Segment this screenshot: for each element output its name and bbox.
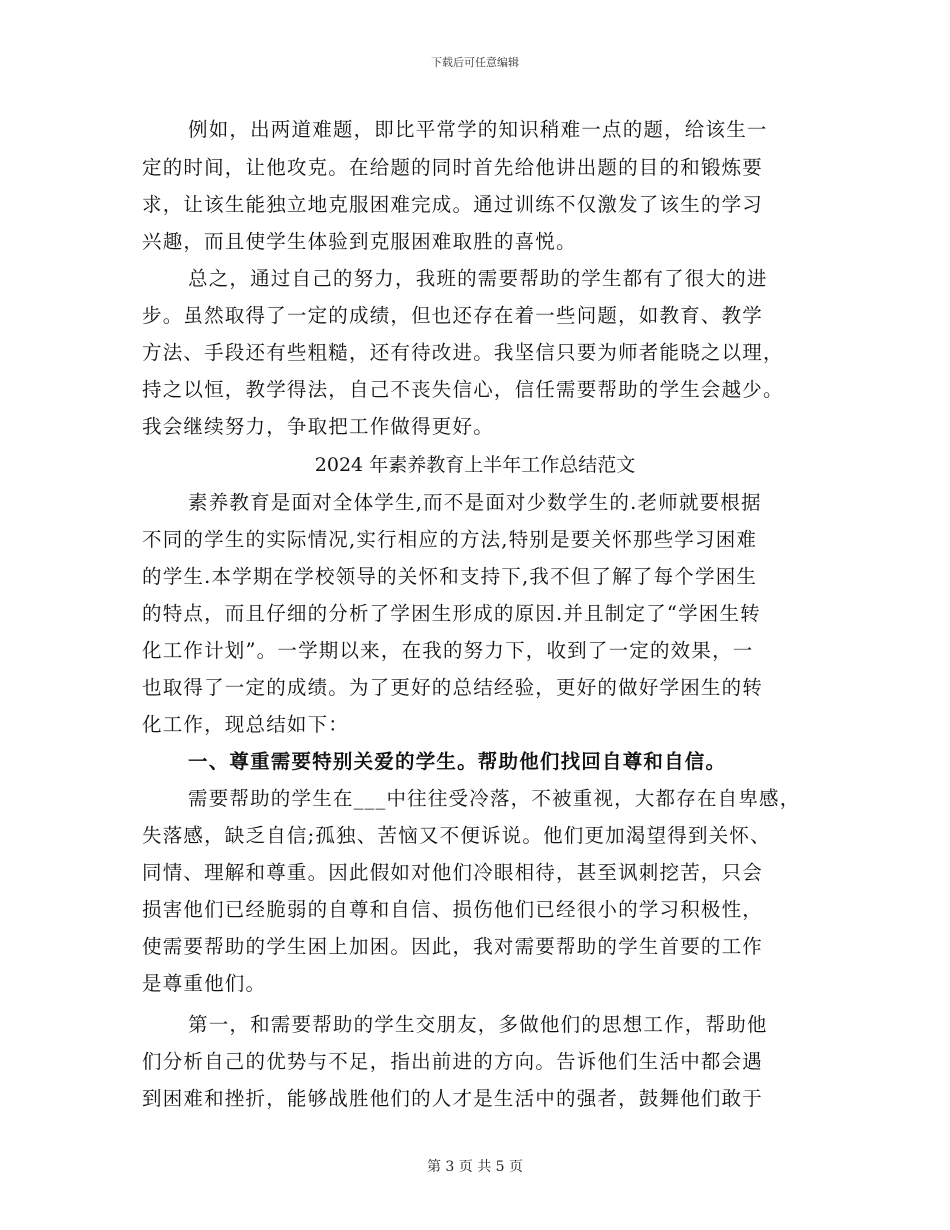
paragraph-line: 的学生.本学期在学校领导的关怀和支持下,我不但了解了每个学困生 (142, 565, 758, 588)
paragraph-line: 例如，出两道难题，即比平常学的知识稍难一点的题，给该生一 (188, 118, 768, 141)
paragraph-line: 兴趣，而且使学生体验到克服困难取胜的喜悦。 (142, 230, 577, 253)
section-title: 2024 年素养教育上半年工作总结范文 (314, 454, 636, 476)
paragraph-line: 方法、手段还有些粗糙，还有待改进。我坚信只要为师者能晓之以理， (142, 341, 784, 364)
paragraph-line: 也取得了一定的成绩。为了更好的总结经验，更好的做好学困生的转 (142, 676, 764, 699)
paragraph-line: 到困难和挫折，能够战胜他们的人才是生活中的强者，鼓舞他们敢于 (142, 1087, 764, 1110)
paragraph-line: 持之以恒，教学得法，自己不丧失信心，信任需要帮助的学生会越少。 (142, 378, 784, 401)
paragraph-line: 失落感，缺乏自信;孤独、苦恼又不便诉说。他们更加渴望得到关怀、 (142, 824, 771, 847)
paragraph-line: 化工作，现总结如下： (142, 713, 350, 736)
paragraph-line: 不同的学生的实际情况,实行相应的方法,特别是要关怀那些学习困难 (142, 528, 758, 551)
paragraph-line: 求，让该生能独立地克服困难完成。通过训练不仅激发了该生的学习 (142, 193, 764, 216)
paragraph-line: 需要帮助的学生在___中往往受冷落，不被重视，大都存在自卑感， (188, 787, 801, 810)
page-footer: 第 3 页 共 5 页 (426, 1159, 524, 1175)
paragraph-line: 定的时间，让他攻克。在给题的同时首先给他讲出题的目的和锻炼要 (142, 156, 764, 179)
paragraph-line: 使需要帮助的学生困上加困。因此，我对需要帮助的学生首要的工作 (142, 935, 764, 958)
paragraph-line: 们分析自己的优势与不足，指出前进的方向。告诉他们生活中都会遇 (142, 1050, 764, 1073)
paragraph-line: 损害他们已经脆弱的自尊和自信、损伤他们已经很小的学习积极性， (142, 898, 764, 921)
paragraph-line: 总之，通过自己的努力，我班的需要帮助的学生都有了很大的进 (188, 267, 768, 290)
page-header: 下载后可任意编辑 (431, 56, 519, 69)
paragraph-line: 同情、理解和尊重。因此假如对他们冷眼相待，甚至讽刺挖苦，只会 (142, 861, 764, 884)
paragraph-line: 的特点，而且仔细的分析了学困生形成的原因.并且制定了“学困生转 (142, 602, 761, 625)
paragraph-line: 素养教育是面对全体学生,而不是面对少数学生的.老师就要根据 (188, 491, 762, 514)
paragraph-line: 化工作计划”。一学期以来，在我的努力下，收到了一定的效果，一 (142, 639, 754, 662)
paragraph-line: 步。虽然取得了一定的成绩，但也还存在着一些问题，如教育、教学 (142, 304, 764, 327)
paragraph-line: 第一，和需要帮助的学生交朋友，多做他们的思想工作，帮助他 (188, 1013, 768, 1036)
paragraph-line: 是尊重他们。 (142, 972, 267, 995)
section-heading: 一、尊重需要特别关爱的学生。帮助他们找回自尊和自信。 (188, 750, 727, 773)
paragraph-line: 我会继续努力，争取把工作做得更好。 (142, 415, 494, 438)
